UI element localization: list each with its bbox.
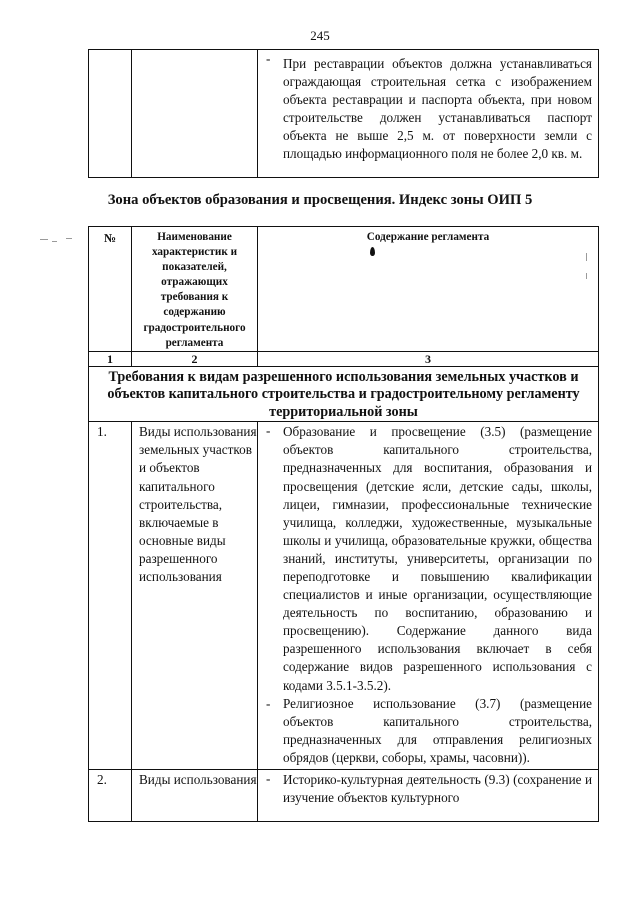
row-num: 2. xyxy=(89,770,132,822)
continuation-bullet xyxy=(258,50,598,164)
table-row xyxy=(89,422,599,770)
column-number-3: 3 xyxy=(258,351,599,366)
row-num: 1. xyxy=(89,422,132,770)
row-content xyxy=(258,422,599,770)
bullet-item xyxy=(258,770,598,807)
scan-artifact xyxy=(586,273,587,279)
section-title: Требования к видам разрешенного использования земельных участков и объектов капитального строительства и градостроительному регламенту территориальной зоны xyxy=(89,366,599,422)
bullet-text: Историко-культурная деятельность (9.3) (сохранение и изучение объектов культурного xyxy=(283,772,592,806)
bullet-dash: - xyxy=(266,51,271,66)
section-title-row xyxy=(89,366,599,422)
continuation-content-cell xyxy=(258,50,599,178)
continuation-label-cell xyxy=(132,50,258,178)
row-label: Виды использования земельных участков и объектов капитального строительства, включаемые в основные виды разрешенного использования xyxy=(132,422,258,770)
table-row xyxy=(89,770,599,822)
row-label: Виды использования xyxy=(132,770,258,822)
bullet-item xyxy=(258,695,598,767)
header-content-label: Содержание регламента xyxy=(366,231,490,243)
continuation-row xyxy=(89,50,599,178)
column-number-row xyxy=(89,351,599,366)
table-header-row xyxy=(89,227,599,352)
column-number-2: 2 xyxy=(132,351,258,366)
header-num: № xyxy=(89,227,132,352)
header-name: Наименование характеристик и показателей, отражающих требования к содержанию градостроительного регламента xyxy=(132,227,258,352)
zone-title: Зона объектов образования и просвещения. Индекс зоны ОИП 5 xyxy=(107,192,533,208)
row-content xyxy=(258,770,599,822)
header-content xyxy=(258,227,599,352)
continuation-num-cell xyxy=(89,50,132,178)
ink-drop-icon xyxy=(370,247,375,256)
column-number-1: 1 xyxy=(89,351,132,366)
scan-artifact xyxy=(40,239,48,240)
page-number: 245 xyxy=(310,28,330,43)
continuation-table xyxy=(88,49,599,178)
continuation-text: При реставрации объектов должна устанавливаться ограждающая строительная сетка с изображением объекта реставрации и паспорта объекта, при новом строительстве должен устанавливаться паспорт объекта не выше 2,5 м. от поверхности земли с площадью информационного поля не более 2,0 кв. м. xyxy=(283,56,592,162)
bullet-item xyxy=(258,422,598,694)
bullet-text: Религиозное использование (3.7) (размещение объектов капитального строительства, предназначенных для отправления религиозных обрядов (церкви, соборы, храмы, часовни)). xyxy=(283,695,592,765)
bullet-text: Образование и просвещение (3.5) (размещение объектов капитального строительства, предназначенных для воспитания, образования и просвещения (детские ясли, детские сады, школы, лицеи, гимназии, профессиональные технические училища, колледжи, художественные, музыкальные школы и училища, образовательные кружки, общества знаний, институты, университеты, организации по переподготовке и повышению квалификации специалистов и иные организации, осуществляющие деятельность по воспитанию, образованию и просвещению). Содержание данного вида разрешенного использования включает в себя содержание видов разрешенного использования с кодами 3.5.1-3.5.2). xyxy=(283,424,592,693)
regulation-table xyxy=(88,226,599,822)
scan-artifact xyxy=(52,241,57,242)
scan-artifact xyxy=(586,253,587,261)
scan-artifact xyxy=(66,238,72,239)
bullet-dash: - xyxy=(266,771,271,787)
bullet-dash: - xyxy=(266,423,271,439)
bullet-dash: - xyxy=(266,695,271,711)
